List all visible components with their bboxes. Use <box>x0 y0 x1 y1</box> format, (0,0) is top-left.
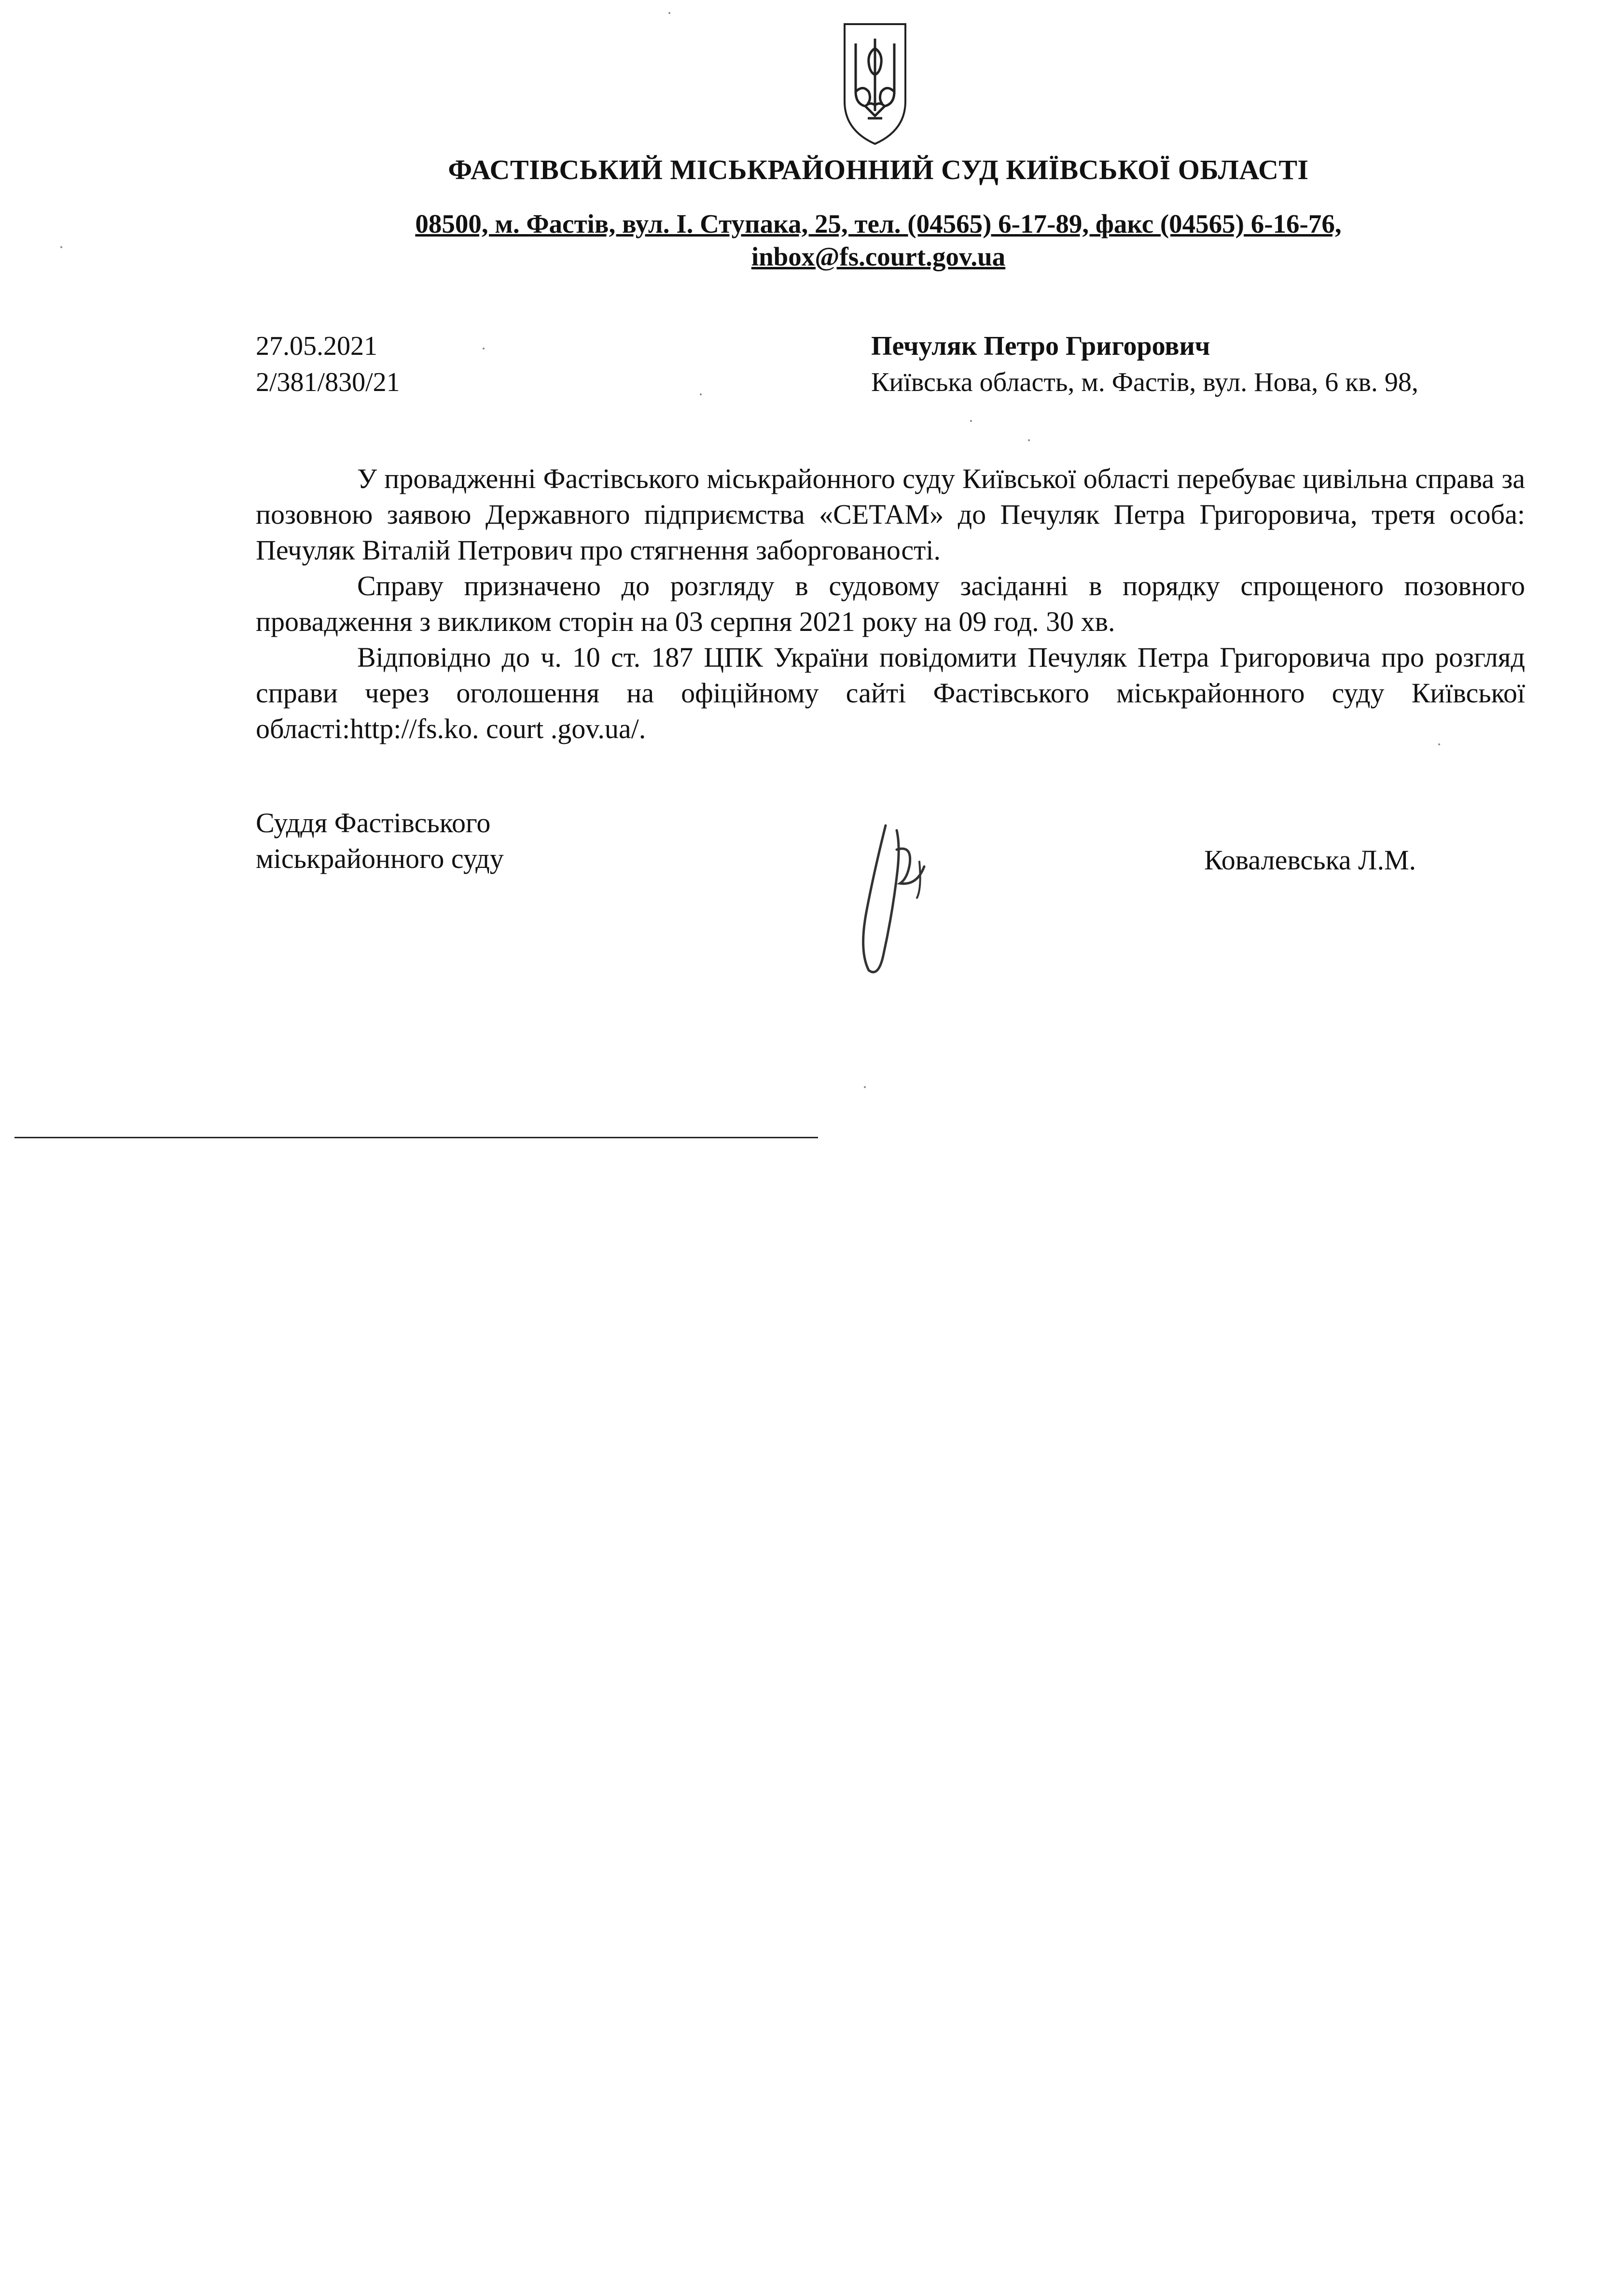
judge-title-line: міськрайонного суду <box>256 843 504 874</box>
scan-speck <box>700 393 702 395</box>
court-email-link[interactable]: inbox@fs.court.gov.ua <box>751 242 1006 271</box>
scan-speck <box>483 348 485 349</box>
body-paragraph: Відповідно до ч. 10 ст. 187 ЦПК України повідомити Печуляк Петра Григоровича про розгляд справи через оголошення на офіційному сайті Фастівського міськрайонного суду Київської області:http://fs.ko. court .gov.ua/. <box>256 642 1525 744</box>
scan-speck <box>1028 439 1030 441</box>
judge-name: Ковалевська Л.М. <box>1204 844 1416 876</box>
judge-title-line: Суддя Фастівського <box>256 807 491 839</box>
scan-speck <box>970 420 972 422</box>
court-email-line <box>0 241 1624 272</box>
scan-speck <box>60 246 62 248</box>
recipient-address: Київська область, м. Фастів, вул. Нова, 6 кв. 98, <box>871 367 1418 397</box>
scan-speck <box>668 12 670 14</box>
court-address-text: 08500, м. Фастів, вул. І. Ступака, 25, тел. (04565) 6-17-89, факс (04565) 6-16-76, <box>415 209 1342 238</box>
document-reference-number: 2/381/830/21 <box>256 367 400 397</box>
footer-divider <box>14 1137 818 1138</box>
document-meta <box>256 328 400 401</box>
recipient-name: Печуляк Петро Григорович <box>871 331 1210 361</box>
scan-speck <box>1438 743 1440 745</box>
document-date: 27.05.2021 <box>256 331 377 361</box>
recipient-block <box>871 328 1418 401</box>
body-paragraph: Справу призначено до розгляду в судовому засіданні в порядку спрощеного позовного провадження з викликом сторін на 03 серпня 2021 року на 09 год. 30 хв. <box>256 570 1525 637</box>
notice-body <box>256 461 1525 747</box>
handwritten-signature <box>840 816 946 980</box>
court-name-heading <box>0 154 1624 186</box>
trident-coat-of-arms-icon <box>839 19 911 147</box>
judge-title <box>256 805 504 877</box>
body-paragraph: У провадженні Фастівського міськрайонного суду Київської області перебуває цивільна справа за позовною заявою Державного підприємства «СЕТАМ» до Печуляк Петра Григоровича, третя особа: Печуляк Віталій Петрович про стягнення заборгованості. <box>256 463 1525 566</box>
court-address-line <box>0 209 1624 239</box>
scan-speck <box>864 1086 866 1088</box>
court-name-text: ФАСТІВСЬКИЙ МІСЬКРАЙОННИЙ СУД КИЇВСЬКОЇ ОБЛАСТІ <box>448 154 1309 185</box>
